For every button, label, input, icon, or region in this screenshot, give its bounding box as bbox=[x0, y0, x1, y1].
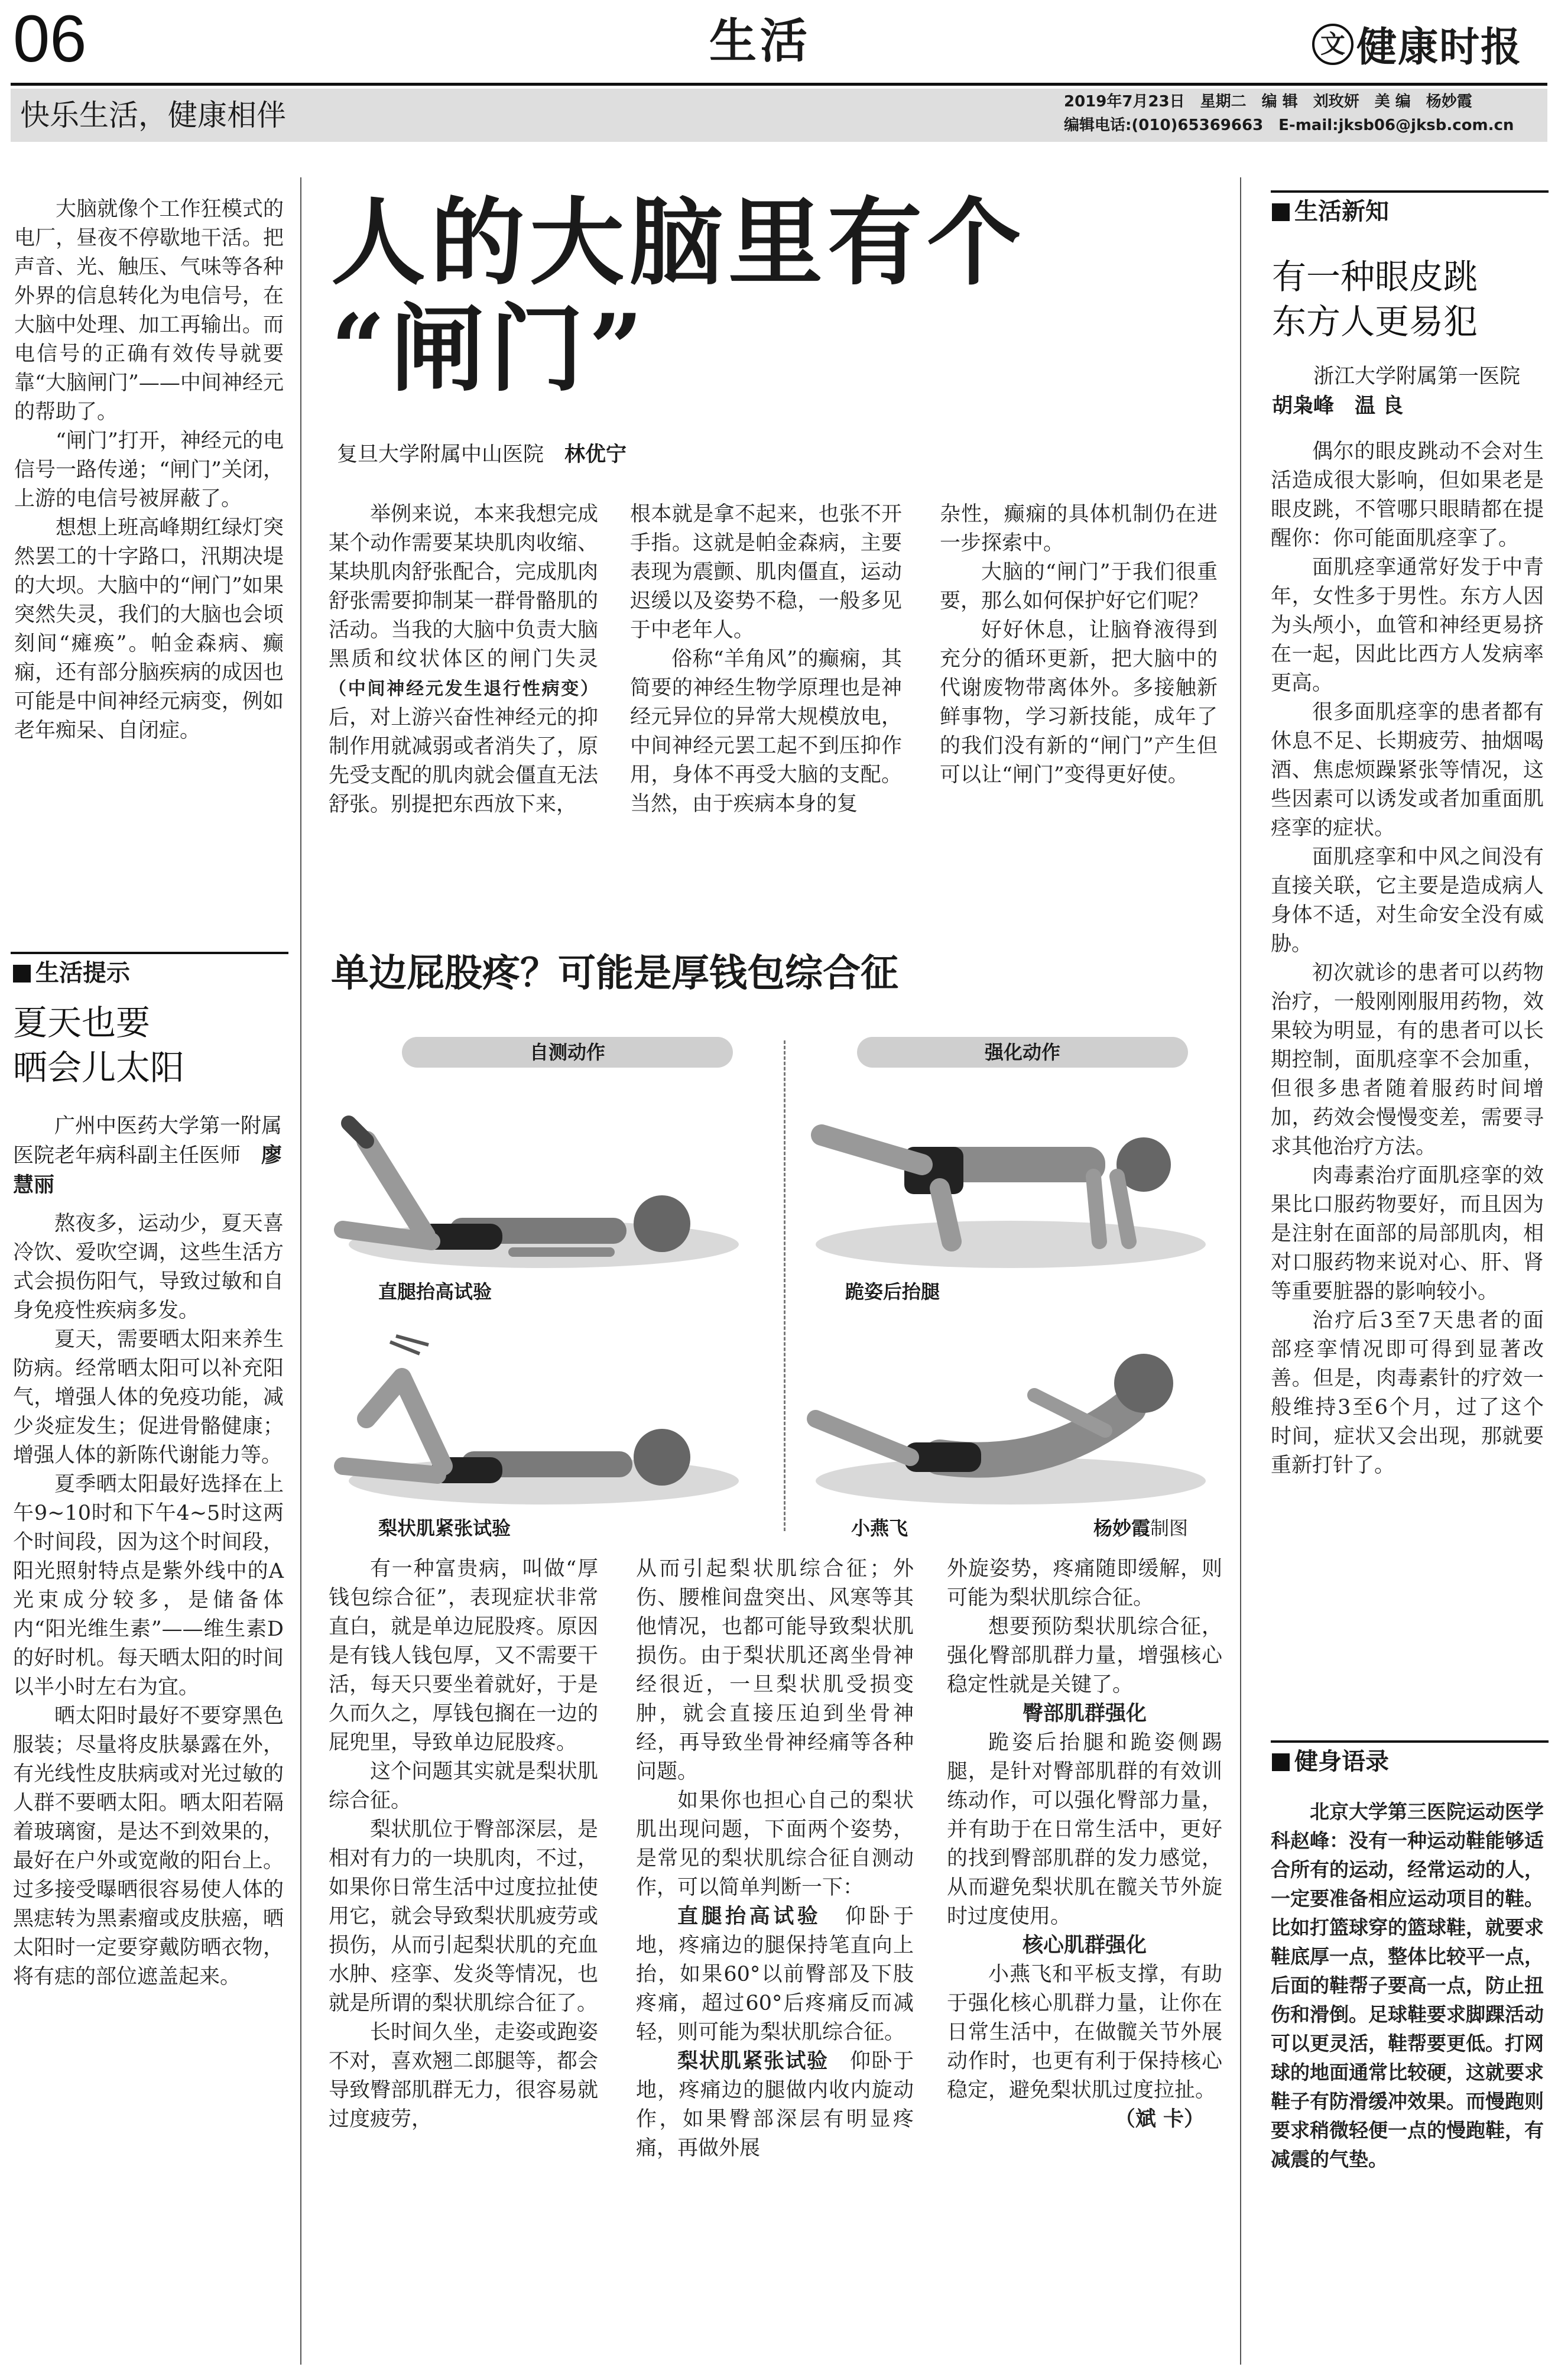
logo-text: 健康时报 bbox=[1356, 24, 1523, 71]
paragraph: 有一种富贵病，叫做“厚钱包综合征”，表现症状非常直白，就是单边屁股疼。原因是有钱人钱包厚，又不需要干活，每天只要坐着就好，于是久而久之，厚钱包搁在一边的屁兜里，导致单边屁股疼。 bbox=[329, 1557, 598, 1755]
knowledge-section-rule bbox=[1271, 190, 1549, 193]
caption-straight-leg: 直腿抬高试验 bbox=[378, 1280, 492, 1303]
paragraph: 夏天，需要晒太阳来养生防病。经常晒太阳可以补充阳气，增强人体的免疫功能，减少炎症发生；促进骨骼健康；增强人体的新陈代谢能力等。 bbox=[13, 1328, 284, 1467]
piriformis-test-illustration bbox=[331, 1318, 757, 1507]
paragraph: 大脑的“闸门”于我们很重要，那么如何保护好它们呢？ bbox=[940, 560, 1218, 613]
paragraph: 从而引起梨状肌综合征；外伤、腰椎间盘突出、风寒等其他情况，也都可能导致梨状肌损伤。由于梨状肌还离坐骨神经很近，一旦梨状肌受损变肿，就会直接压迫到坐骨神经，再导致坐骨神经痛等各种问题。 bbox=[636, 1557, 914, 1784]
subheading: 核心肌群强化 bbox=[1022, 1934, 1147, 1957]
paragraph: 偶尔的眼皮跳动不会对生活造成很大影响，但如果老是眼皮跳，不管哪只眼睛都在提醒你：你可能面肌痉挛了。 bbox=[1271, 440, 1544, 550]
illustration-divider bbox=[784, 1040, 786, 1531]
article-author: （斌 卡） bbox=[1114, 2107, 1205, 2131]
paragraph: 外旋姿势，疼痛随即缓解，则可能为梨状肌综合征。 bbox=[947, 1557, 1222, 1610]
paragraph: 长时间久坐，走姿或跑姿不对，喜欢翘二郎腿等，都会导致臀部肌群无力，很容易就过度疲劳， bbox=[329, 2021, 598, 2131]
section-name: 生活 bbox=[709, 14, 811, 69]
paragraph: 面肌痉挛和中风之间没有直接关联，它主要是造成病人身体不适，对生命安全没有威胁。 bbox=[1271, 845, 1544, 956]
contact-line: 编辑电话:(010)65369663 E-mail:jksb06@jksb.com.cn bbox=[1064, 116, 1514, 134]
date-editor-line: 2019年7月23日 星期二 编 辑 刘玫妍 美 编 杨妙霞 bbox=[1064, 93, 1472, 111]
paragraph: 想想上班高峰期红绿灯突然罢工的十字路口，汛期决堤的大坝。大脑中的“闸门”如果突然失灵，我们的大脑也会顷刻间“瘫痪”。帕金森病、癫痫，还有部分脑疾病的成因也可能是中间神经元病变，例如老年痴呆、自闭症。 bbox=[14, 516, 284, 742]
tip-section-label: 生活提示 bbox=[13, 956, 130, 990]
caption-piriformis: 梨状肌紧张试验 bbox=[378, 1517, 511, 1539]
tip-section-rule bbox=[11, 952, 288, 954]
paragraph: 梨状肌紧张试验 仰卧于地，疼痛边的腿做内收内旋动作，如果臀部深层有明显疼痛，再做外展 bbox=[636, 2050, 914, 2160]
newspaper-logo bbox=[1312, 15, 1549, 69]
paragraph: 治疗后3至7天患者的面部痉挛情况即可得到显著改善。但是，肉毒素针的疗效一般维持3至6个月，过了这个时间，症状又会出现，那就要重新打针了。 bbox=[1271, 1309, 1544, 1477]
paragraph: 晒太阳时最好不要穿黑色服装；尽量将皮肤暴露在外，有光线性皮肤病或对光过敏的人群不要晒太阳。晒太阳若隔着玻璃窗，是达不到效果的，最好在户外或宽敞的阳台上。过多接受曝晒很容易使人体的黑痣转为黑素瘤或皮肤癌，晒太阳时一定要穿戴防晒衣物，将有痣的部位遮盖起来。 bbox=[13, 1704, 284, 1989]
subheading: 臀部肌群强化 bbox=[1022, 1702, 1147, 1726]
paragraph: 俗称“羊角风”的癫痫，其简要的神经生物学原理也是神经元异位的异常大规模放电，中间神经元罢工起不到压抑作用，身体不再受大脑的支配。当然，由于疾病本身的复 bbox=[630, 647, 902, 816]
strengthen-label: 强化动作 bbox=[857, 1037, 1188, 1068]
paragraph: 举例来说，本来我想完成某个动作需要某块肌肉收缩、某块肌肉舒张配合，完成肌肉舒张需要抑制某一群骨骼肌的活动。当我的大脑中负责大脑黑质和纹状体区的闸门失灵（中间神经元发生退行性病变）后，对上游兴奋性神经元的抑制作用就减弱或者消失了，原先受支配的肌肉就会僵直无法舒张。别提把东西放下来， bbox=[329, 502, 598, 816]
brain-article-col1 bbox=[329, 500, 598, 819]
paragraph: 这个问题其实就是梨状肌综合征。 bbox=[329, 1760, 598, 1812]
knowledge-section-label: 生活新知 bbox=[1272, 195, 1389, 228]
kneeling-leg-lift-illustration bbox=[798, 1076, 1223, 1271]
brain-article-col2 bbox=[630, 500, 902, 819]
paragraph: 跪姿后抬腿和跪姿侧踢腿，是针对臀部肌群的有效训练动作，可以强化臀部力量，并有助于在日常生活中，更好的找到臀部肌群的发力感觉，从而避免梨状肌在髋关节外旋时过度使用。 bbox=[947, 1731, 1222, 1928]
paragraph: 大脑就像个工作狂模式的电厂，昼夜不停歇地干活。把声音、光、触压、气味等各种外界的信息转化为电信号，在大脑中处理、加工再输出。而电信号的正确有效传导就要靠“大脑闸门”——中间神经元的帮助了。 bbox=[14, 197, 284, 424]
brain-headline: 人的大脑里有个 “闸门” bbox=[331, 187, 1027, 404]
brain-byline: 复旦大学附属中山医院 林优宁 bbox=[337, 443, 627, 466]
caption-swallow: 小燕飞 bbox=[851, 1517, 908, 1539]
paragraph: 面肌痉挛通常好发于中青年，女性多于男性。东方人因为头颅小，血管和神经更易挤在一起，因此比西方人发病率更高。 bbox=[1271, 556, 1544, 695]
paragraph: 熬夜多，运动少，夏天喜冷饮、爱吹空调，这些生活方式会损伤阳气，导致过敏和自身免疫性疾病多发。 bbox=[13, 1212, 284, 1322]
paragraph: 夏季晒太阳最好选择在上午9~10时和下午4~5时这两个时间段，因为这个时间段，阳光照射特点是紫外线中的A光束成分较多，是储备体内“阳光维生素”——维生素D的好时机。每天晒太阳的时间以半小时左右为宜。 bbox=[13, 1473, 284, 1699]
paragraph: 肉毒素治疗面肌痉挛的效果比口服药物要好，而且因为是注射在面部的局部肌肉，相对口服药物来说对心、肝、肾等重要脏器的影响较小。 bbox=[1271, 1164, 1544, 1304]
wallet-article-col1 bbox=[329, 1555, 598, 2134]
square-bullet-icon bbox=[13, 965, 31, 983]
wallet-headline: 单边屁股疼？可能是厚钱包综合征 bbox=[331, 952, 898, 996]
knowledge-article-body bbox=[1271, 437, 1544, 1480]
caption-kneel-leg: 跪姿后抬腿 bbox=[845, 1280, 940, 1303]
paragraph: “闸门”打开，神经元的电信号一路传递；“闸门”关闭，上游的电信号被屏蔽了。 bbox=[14, 429, 284, 511]
brain-article-intro bbox=[14, 195, 284, 745]
paragraph: 好好休息，让脑脊液得到充分的循环更新，把大脑中的代谢废物带离体外。多接触新鲜事物，学习新技能，成年了的我们没有新的“闸门”产生但可以让“闸门”变得更好使。 bbox=[940, 618, 1218, 787]
logo-mark: 文 bbox=[1312, 24, 1353, 65]
paragraph: 如果你也担心自己的梨状肌出现问题，下面两个姿势，是常见的梨状肌综合征自测动作，可以简单判断一下： bbox=[636, 1789, 914, 1899]
paragraph: 梨状肌位于臀部深层，是相对有力的一块肌肉，不过，如果你日常生活中过度拉扯使用它，就会导致梨状肌疲劳或损伤，从而引起梨状肌的充血水肿、痉挛、发炎等情况，也就是所谓的梨状肌综合征了。 bbox=[329, 1818, 598, 2015]
right-column-divider bbox=[1240, 177, 1241, 2365]
straight-leg-raise-illustration bbox=[331, 1076, 757, 1271]
wallet-article-col2 bbox=[636, 1555, 914, 2163]
square-bullet-icon bbox=[1272, 203, 1290, 221]
quote-section-rule bbox=[1271, 1740, 1549, 1743]
wallet-article-col3 bbox=[947, 1555, 1222, 2134]
tip-article-body bbox=[13, 1210, 284, 1992]
paragraph: 根本就是拿不起来，也张不开手指。这就是帕金森病，主要表现为震颤、肌肉僵直，运动迟缓以及姿势不稳，一般多见于中老年人。 bbox=[630, 502, 902, 642]
quote-body bbox=[1271, 1797, 1544, 2174]
quote-section-label: 健身语录 bbox=[1272, 1745, 1389, 1778]
slogan: 快乐生活，健康相伴 bbox=[20, 98, 286, 132]
left-column-divider bbox=[300, 177, 301, 2365]
paragraph: 小燕飞和平板支撑，有助于强化核心肌群力量，让你在日常生活中，在做髋关节外展动作时，也更有利于保持核心稳定，避免梨状肌过度拉扯。 bbox=[947, 1963, 1222, 2102]
knowledge-byline: 浙江大学附属第一医院 胡枭峰 温 良 bbox=[1272, 365, 1521, 418]
illustration-credit: 杨妙霞制图 bbox=[1093, 1517, 1189, 1539]
brain-article-col3 bbox=[940, 500, 1218, 790]
masthead-rule-top bbox=[11, 83, 1547, 86]
paragraph: 想要预防梨状肌综合征，强化臀部肌群力量，增强核心稳定性就是关键了。 bbox=[947, 1615, 1222, 1697]
page-number: 06 bbox=[13, 2, 87, 76]
knowledge-headline: 有一种眼皮跳 东方人更易犯 bbox=[1272, 257, 1478, 342]
tip-headline: 夏天也要 晒会儿太阳 bbox=[13, 1003, 185, 1088]
paragraph: 直腿抬高试验 仰卧于地，疼痛边的腿保持笔直向上抬，如果60°以前臀部及下肢疼痛，超过60°后疼痛反而减轻，则可能为梨状肌综合征。 bbox=[636, 1905, 914, 2044]
paragraph: 杂性，癫痫的具体机制仍在进一步探索中。 bbox=[940, 502, 1218, 555]
paragraph: 北京大学第三医院运动医学科赵峰：没有一种运动鞋能够适合所有的运动，经常运动的人，一定要准备相应运动项目的鞋。比如打篮球穿的篮球鞋，就要求鞋底厚一点，整体比较平一点，后面的鞋帮子要高一点，防止扭伤和滑倒。足球鞋要求脚踝活动可以更灵活，鞋帮要更低。打网球的地面通常比较硬，这就要求鞋子有防滑缓冲效果。而慢跑则要求稍微轻便一点的慢跑鞋，有减震的气垫。 bbox=[1271, 1800, 1544, 2171]
paragraph: 很多面肌痉挛的患者都有休息不足、长期疲劳、抽烟喝酒、焦虑烦躁紧张等情况，这些因素可以诱发或者加重面肌痉挛的症状。 bbox=[1271, 701, 1544, 840]
self-test-label: 自测动作 bbox=[402, 1037, 733, 1068]
tip-byline: 广州中医药大学第一附属医院老年病科副主任医师 廖慧丽 bbox=[13, 1114, 283, 1197]
paragraph: 初次就诊的患者可以药物治疗，一般刚刚服用药物，效果较为明显，有的患者可以长期控制，面肌痉挛不会加重，但很多患者随着服药时间增加，药效会慢慢变差，需要寻求其他治疗方法。 bbox=[1271, 961, 1544, 1159]
square-bullet-icon bbox=[1272, 1753, 1290, 1771]
swallow-exercise-illustration bbox=[798, 1318, 1223, 1507]
